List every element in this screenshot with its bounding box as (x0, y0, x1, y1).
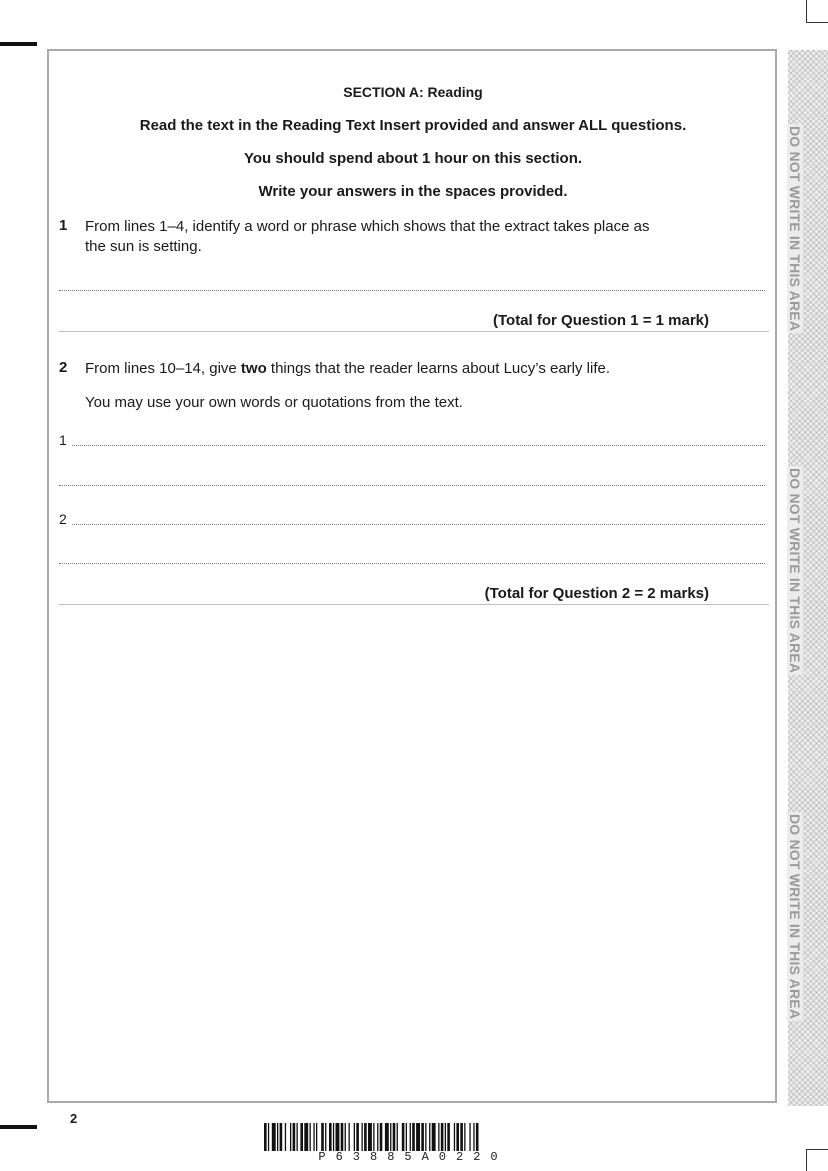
barcode-bar (316, 1123, 317, 1151)
barcode-bar (277, 1123, 278, 1151)
barcode-bar (406, 1123, 407, 1151)
barcode-bar (380, 1123, 383, 1151)
barcode-bar (393, 1123, 396, 1151)
crop-mark-bottom-right (806, 1149, 828, 1150)
barcode-bar (362, 1123, 363, 1151)
instruction-line: Read the text in the Reading Text Insert provided and answer ALL questions. (139, 117, 687, 134)
barcode-bar (432, 1123, 436, 1151)
barcode-bar (290, 1123, 291, 1151)
barcode-bar (385, 1123, 389, 1151)
barcode-bar (321, 1123, 324, 1151)
barcode-bar (333, 1123, 334, 1151)
question-subtext: You may use your own words or quotations from the text. (85, 394, 463, 411)
barcode-bar (429, 1123, 430, 1151)
barcode-bar (416, 1123, 420, 1151)
question-text-line: From lines 1–4, identify a word or phrase which shows that the extract takes place as (85, 218, 650, 235)
barcode-bar (447, 1123, 450, 1151)
barcode-bar (336, 1123, 340, 1151)
crop-mark-bottom-right (806, 1150, 807, 1171)
question-text (85, 359, 705, 379)
barcode-bar (441, 1123, 444, 1151)
barcode-bar (341, 1123, 344, 1151)
barcode-bar (438, 1123, 439, 1151)
answer-line[interactable] (72, 445, 765, 446)
barcode (264, 1123, 562, 1151)
barcode-bar (356, 1123, 359, 1151)
barcode-bar (313, 1123, 314, 1151)
barcode-bar (293, 1123, 296, 1151)
barcode-text: P63885A0220 (318, 1150, 508, 1164)
barcode-bar (456, 1123, 459, 1151)
barcode-bar (285, 1123, 286, 1151)
barcode-bar (412, 1123, 415, 1151)
barcode-bar (454, 1123, 455, 1151)
barcode-bar (272, 1123, 276, 1151)
answer-line[interactable] (72, 524, 765, 525)
barcode-bar (390, 1123, 391, 1151)
barcode-bar (473, 1123, 474, 1151)
barcode-bar (373, 1123, 374, 1151)
barcode-bar (280, 1123, 283, 1151)
barcode-bar (304, 1123, 308, 1151)
crop-mark-top-left (0, 42, 37, 46)
question-text-emphasis: two (240, 360, 267, 377)
barcode-bar (421, 1123, 424, 1151)
instruction-line: Write your answers in the spaces provided. (258, 183, 568, 200)
barcode-bar (476, 1123, 479, 1151)
crop-mark-bottom-left (0, 1125, 37, 1129)
barcode-bar (460, 1123, 463, 1151)
barcode-bar (425, 1123, 426, 1151)
barcode-bar (345, 1123, 346, 1151)
barcode-bar (297, 1123, 298, 1151)
barcode-bar (300, 1123, 303, 1151)
question-text-part: things that the reader learns about Lucy’s early life. (266, 360, 611, 377)
barcode-bar (377, 1123, 378, 1151)
question-text-part: From lines 10–14, give (85, 360, 241, 377)
question-number: 1 (59, 217, 68, 234)
barcode-bar (445, 1123, 446, 1151)
barcode-bar (464, 1123, 465, 1151)
barcode-bar (397, 1123, 398, 1151)
crop-mark-top-right (806, 0, 807, 22)
barcode-bar (364, 1123, 367, 1151)
answer-line[interactable] (59, 485, 765, 486)
barcode-bar (264, 1123, 267, 1151)
barcode-bar (354, 1123, 355, 1151)
question-number: 2 (59, 359, 68, 376)
question-total: (Total for Question 2 = 2 marks) (484, 585, 709, 602)
answer-frame (47, 49, 777, 1103)
question-text-line: the sun is setting. (85, 238, 202, 255)
question-text (85, 217, 705, 257)
answer-line[interactable] (59, 563, 765, 564)
barcode-bar (310, 1123, 311, 1151)
barcode-bar (325, 1123, 326, 1151)
section-title: SECTION A: Reading (343, 84, 483, 100)
barcode-bar (368, 1123, 372, 1151)
question-divider (59, 331, 769, 332)
barcode-bar (469, 1123, 470, 1151)
answer-label: 2 (59, 511, 67, 527)
answer-label: 1 (59, 432, 67, 448)
instruction-line: You should spend about 1 hour on this section. (243, 150, 583, 167)
barcode-bar (410, 1123, 411, 1151)
barcode-bar (329, 1123, 332, 1151)
question-total: (Total for Question 1 = 1 mark) (492, 312, 709, 329)
answer-line[interactable] (59, 290, 765, 291)
question-divider (59, 604, 769, 605)
page-number: 2 (70, 1111, 78, 1126)
barcode-bar (402, 1123, 405, 1151)
barcode-bar (268, 1123, 269, 1151)
barcode-bar (349, 1123, 350, 1151)
crop-mark-top-right (806, 22, 828, 23)
